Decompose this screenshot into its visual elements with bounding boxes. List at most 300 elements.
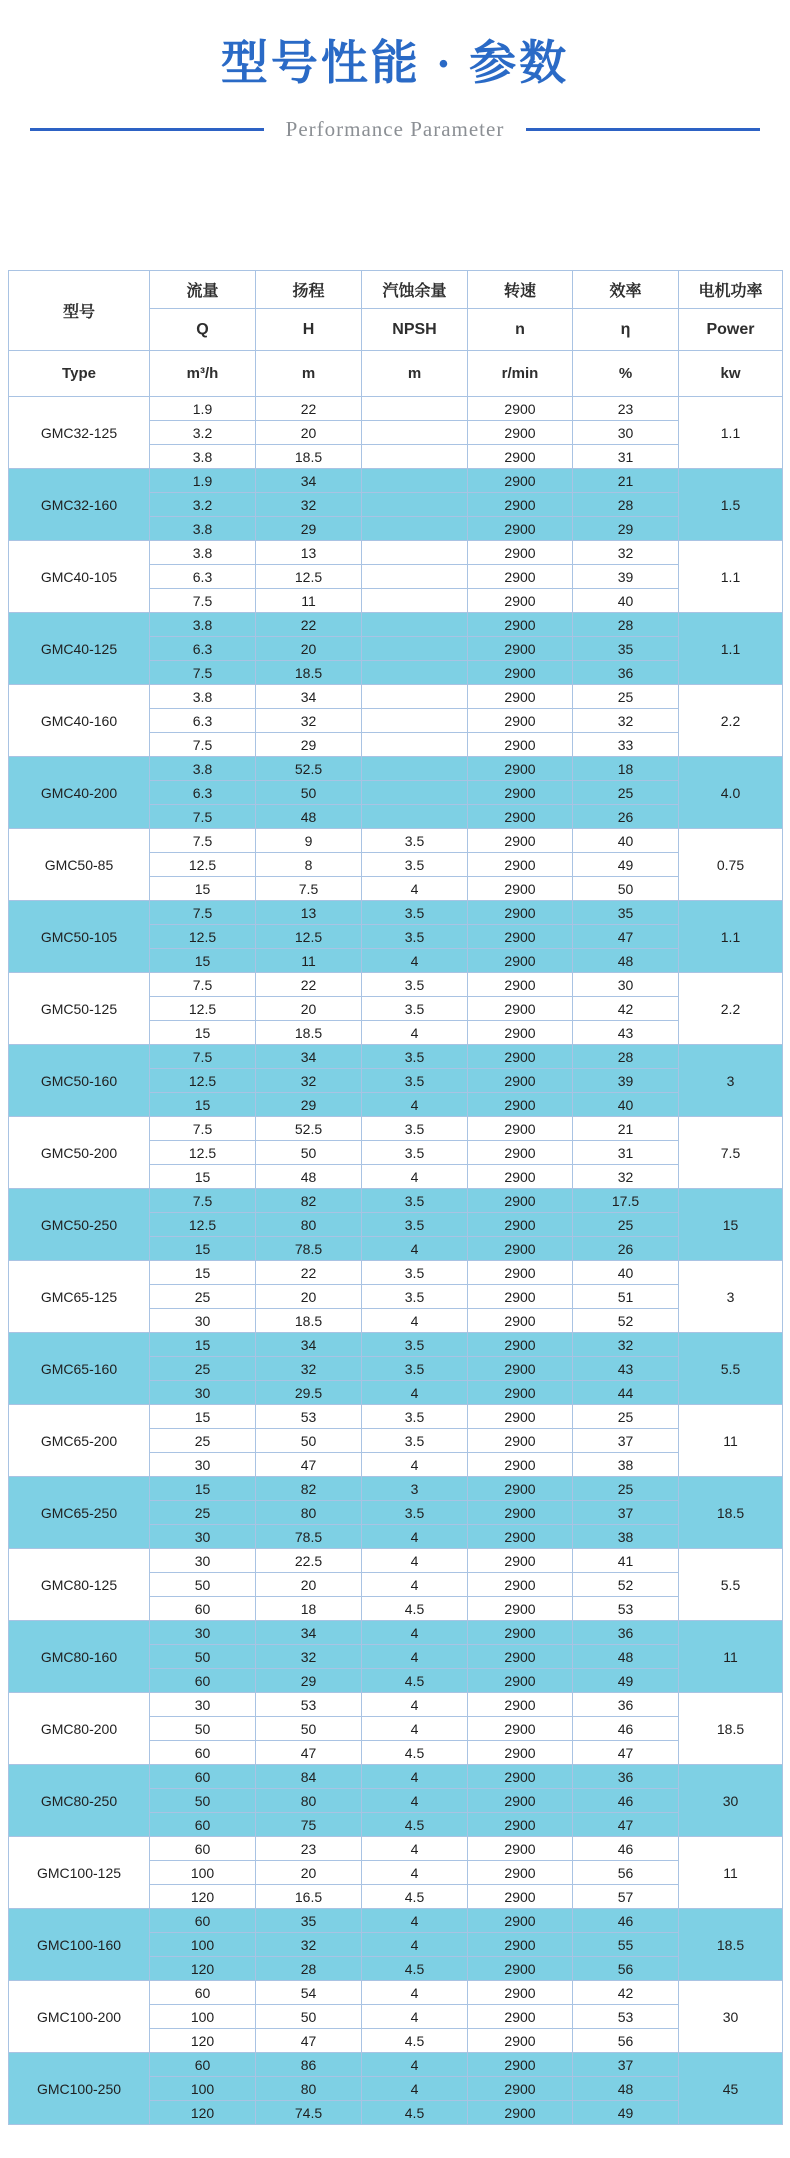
efficiency-cell: 18 (573, 757, 679, 781)
head-cell: 86 (256, 2053, 362, 2077)
power-cell: 2.2 (679, 685, 783, 757)
spec-row (9, 1405, 783, 1429)
npsh-cell: 3.5 (362, 1213, 468, 1237)
speed-cell: 2900 (468, 1693, 573, 1717)
npsh-cell: 3.5 (362, 1357, 468, 1381)
flow-cell: 3.8 (150, 517, 256, 541)
power-cell: 0.75 (679, 829, 783, 901)
speed-cell: 2900 (468, 709, 573, 733)
speed-cell: 2900 (468, 1405, 573, 1429)
head-cell: 34 (256, 685, 362, 709)
speed-cell: 2900 (468, 1885, 573, 1909)
speed-cell: 2900 (468, 925, 573, 949)
efficiency-cell: 40 (573, 829, 679, 853)
efficiency-cell: 47 (573, 1813, 679, 1837)
efficiency-cell: 35 (573, 637, 679, 661)
header-head-cn: 扬程 (256, 271, 362, 309)
spec-row (9, 613, 783, 637)
head-cell: 50 (256, 2005, 362, 2029)
speed-cell: 2900 (468, 877, 573, 901)
flow-cell: 3.8 (150, 613, 256, 637)
efficiency-cell: 36 (573, 1693, 679, 1717)
npsh-cell: 4 (362, 1093, 468, 1117)
flow-cell: 15 (150, 949, 256, 973)
speed-cell: 2900 (468, 1069, 573, 1093)
head-cell: 50 (256, 1141, 362, 1165)
npsh-cell: 4 (362, 1621, 468, 1645)
efficiency-cell: 53 (573, 1597, 679, 1621)
efficiency-cell: 49 (573, 853, 679, 877)
head-cell: 34 (256, 1621, 362, 1645)
head-cell: 80 (256, 1213, 362, 1237)
efficiency-cell: 26 (573, 1237, 679, 1261)
speed-cell: 2900 (468, 1837, 573, 1861)
npsh-cell: 4 (362, 1645, 468, 1669)
npsh-cell: 3.5 (362, 901, 468, 925)
header-speed-cn: 转速 (468, 271, 573, 309)
flow-cell: 100 (150, 1933, 256, 1957)
power-cell: 15 (679, 1189, 783, 1261)
head-cell: 52.5 (256, 757, 362, 781)
flow-cell: 15 (150, 877, 256, 901)
head-cell: 47 (256, 1741, 362, 1765)
head-cell: 22 (256, 397, 362, 421)
flow-cell: 15 (150, 1405, 256, 1429)
efficiency-cell: 29 (573, 517, 679, 541)
head-cell: 80 (256, 1501, 362, 1525)
efficiency-cell: 43 (573, 1357, 679, 1381)
spec-row (9, 1477, 783, 1501)
efficiency-cell: 46 (573, 1837, 679, 1861)
head-cell: 20 (256, 997, 362, 1021)
efficiency-cell: 47 (573, 925, 679, 949)
model-cell: GMC40-160 (9, 685, 150, 757)
npsh-cell (362, 565, 468, 589)
efficiency-cell: 46 (573, 1789, 679, 1813)
subtitle-divider-left (30, 128, 264, 131)
efficiency-cell: 48 (573, 949, 679, 973)
spec-row (9, 2053, 783, 2077)
npsh-cell (362, 637, 468, 661)
power-cell: 18.5 (679, 1693, 783, 1765)
model-cell: GMC80-160 (9, 1621, 150, 1693)
head-cell: 32 (256, 493, 362, 517)
efficiency-cell: 39 (573, 565, 679, 589)
flow-cell: 12.5 (150, 1141, 256, 1165)
power-cell: 1.1 (679, 901, 783, 973)
flow-cell: 1.9 (150, 469, 256, 493)
model-cell: GMC40-125 (9, 613, 150, 685)
head-cell: 78.5 (256, 1237, 362, 1261)
speed-cell: 2900 (468, 1309, 573, 1333)
model-cell: GMC100-250 (9, 2053, 150, 2125)
efficiency-cell: 52 (573, 1573, 679, 1597)
npsh-cell: 4 (362, 2005, 468, 2029)
spec-row (9, 1693, 783, 1717)
page-subtitle: Performance Parameter (285, 117, 505, 141)
npsh-cell: 4 (362, 1573, 468, 1597)
speed-cell: 2900 (468, 1237, 573, 1261)
speed-cell: 2900 (468, 1765, 573, 1789)
speed-cell: 2900 (468, 565, 573, 589)
speed-cell: 2900 (468, 1573, 573, 1597)
flow-cell: 15 (150, 1021, 256, 1045)
power-cell: 5.5 (679, 1333, 783, 1405)
power-cell: 11 (679, 1837, 783, 1909)
speed-cell: 2900 (468, 1957, 573, 1981)
npsh-cell: 3 (362, 1477, 468, 1501)
spec-row (9, 1621, 783, 1645)
npsh-cell: 3.5 (362, 925, 468, 949)
npsh-cell: 4 (362, 2053, 468, 2077)
header-npsh-cn: 汽蚀余量 (362, 271, 468, 309)
spec-row (9, 1117, 783, 1141)
head-cell: 20 (256, 1285, 362, 1309)
speed-cell: 2900 (468, 661, 573, 685)
flow-cell: 50 (150, 1789, 256, 1813)
flow-cell: 12.5 (150, 925, 256, 949)
efficiency-cell: 23 (573, 397, 679, 421)
npsh-cell (362, 733, 468, 757)
head-cell: 16.5 (256, 1885, 362, 1909)
efficiency-cell: 35 (573, 901, 679, 925)
spec-row (9, 1261, 783, 1285)
efficiency-cell: 32 (573, 709, 679, 733)
power-cell: 11 (679, 1405, 783, 1477)
speed-cell: 2900 (468, 805, 573, 829)
head-cell: 47 (256, 1453, 362, 1477)
spec-row (9, 469, 783, 493)
flow-cell: 3.2 (150, 493, 256, 517)
speed-cell: 2900 (468, 469, 573, 493)
speed-cell: 2900 (468, 901, 573, 925)
flow-cell: 12.5 (150, 1069, 256, 1093)
power-cell: 5.5 (679, 1549, 783, 1621)
npsh-cell (362, 469, 468, 493)
flow-cell: 7.5 (150, 901, 256, 925)
efficiency-cell: 49 (573, 2101, 679, 2125)
flow-cell: 60 (150, 1813, 256, 1837)
npsh-cell: 3.5 (362, 1117, 468, 1141)
head-cell: 80 (256, 2077, 362, 2101)
flow-cell: 30 (150, 1381, 256, 1405)
efficiency-cell: 32 (573, 541, 679, 565)
head-cell: 8 (256, 853, 362, 877)
efficiency-cell: 48 (573, 1645, 679, 1669)
head-cell: 29 (256, 733, 362, 757)
speed-cell: 2900 (468, 685, 573, 709)
npsh-cell: 4 (362, 949, 468, 973)
npsh-cell: 4 (362, 1381, 468, 1405)
flow-cell: 1.9 (150, 397, 256, 421)
efficiency-cell: 53 (573, 2005, 679, 2029)
speed-cell: 2900 (468, 829, 573, 853)
flow-cell: 7.5 (150, 733, 256, 757)
model-cell: GMC50-160 (9, 1045, 150, 1117)
npsh-cell (362, 517, 468, 541)
spec-row (9, 685, 783, 709)
efficiency-cell: 21 (573, 1117, 679, 1141)
efficiency-cell: 52 (573, 1309, 679, 1333)
head-cell: 20 (256, 1573, 362, 1597)
efficiency-cell: 17.5 (573, 1189, 679, 1213)
flow-cell: 6.3 (150, 637, 256, 661)
spec-row (9, 973, 783, 997)
efficiency-cell: 42 (573, 997, 679, 1021)
spec-row (9, 1981, 783, 2005)
speed-cell: 2900 (468, 1525, 573, 1549)
flow-cell: 7.5 (150, 829, 256, 853)
npsh-cell: 4 (362, 1525, 468, 1549)
power-cell: 7.5 (679, 1117, 783, 1189)
head-cell: 18.5 (256, 445, 362, 469)
npsh-cell: 4 (362, 1909, 468, 1933)
speed-cell: 2900 (468, 949, 573, 973)
npsh-cell (362, 613, 468, 637)
efficiency-cell: 31 (573, 445, 679, 469)
flow-cell: 7.5 (150, 661, 256, 685)
speed-cell: 2900 (468, 1429, 573, 1453)
head-cell: 28 (256, 1957, 362, 1981)
speed-cell: 2900 (468, 1333, 573, 1357)
flow-cell: 25 (150, 1429, 256, 1453)
npsh-cell (362, 661, 468, 685)
speed-cell: 2900 (468, 1597, 573, 1621)
head-cell: 74.5 (256, 2101, 362, 2125)
efficiency-cell: 55 (573, 1933, 679, 1957)
npsh-cell: 4 (362, 1453, 468, 1477)
flow-cell: 60 (150, 2053, 256, 2077)
flow-cell: 60 (150, 1597, 256, 1621)
spec-row (9, 397, 783, 421)
npsh-cell: 4.5 (362, 1741, 468, 1765)
speed-cell: 2900 (468, 2053, 573, 2077)
flow-cell: 100 (150, 2077, 256, 2101)
npsh-cell: 3.5 (362, 1261, 468, 1285)
model-cell: GMC100-125 (9, 1837, 150, 1909)
power-cell: 11 (679, 1621, 783, 1693)
head-cell: 12.5 (256, 565, 362, 589)
flow-cell: 15 (150, 1477, 256, 1501)
speed-cell: 2900 (468, 973, 573, 997)
head-cell: 50 (256, 781, 362, 805)
efficiency-cell: 56 (573, 1957, 679, 1981)
model-cell: GMC40-200 (9, 757, 150, 829)
spec-row (9, 541, 783, 565)
header-head-unit: m (256, 351, 362, 397)
flow-cell: 3.8 (150, 541, 256, 565)
spec-row (9, 1909, 783, 1933)
model-cell: GMC32-125 (9, 397, 150, 469)
speed-cell: 2900 (468, 637, 573, 661)
npsh-cell: 3.5 (362, 853, 468, 877)
speed-cell: 2900 (468, 1861, 573, 1885)
efficiency-cell: 37 (573, 2053, 679, 2077)
speed-cell: 2900 (468, 1021, 573, 1045)
speed-cell: 2900 (468, 1381, 573, 1405)
efficiency-cell: 25 (573, 781, 679, 805)
head-cell: 22.5 (256, 1549, 362, 1573)
efficiency-cell: 40 (573, 1093, 679, 1117)
npsh-cell: 4.5 (362, 1885, 468, 1909)
flow-cell: 120 (150, 2029, 256, 2053)
spec-table-body (9, 397, 783, 2125)
speed-cell: 2900 (468, 1165, 573, 1189)
head-cell: 32 (256, 1069, 362, 1093)
npsh-cell: 4 (362, 1789, 468, 1813)
efficiency-cell: 25 (573, 1477, 679, 1501)
subtitle-divider-right (526, 128, 760, 131)
header-model-cn: 型号 (9, 271, 150, 351)
power-cell: 18.5 (679, 1909, 783, 1981)
spec-row (9, 1045, 783, 1069)
head-cell: 75 (256, 1813, 362, 1837)
npsh-cell (362, 589, 468, 613)
flow-cell: 25 (150, 1501, 256, 1525)
head-cell: 78.5 (256, 1525, 362, 1549)
head-cell: 29 (256, 1093, 362, 1117)
head-cell: 47 (256, 2029, 362, 2053)
head-cell: 23 (256, 1837, 362, 1861)
head-cell: 84 (256, 1765, 362, 1789)
npsh-cell: 4 (362, 2077, 468, 2101)
npsh-cell (362, 421, 468, 445)
model-cell: GMC50-85 (9, 829, 150, 901)
speed-cell: 2900 (468, 1789, 573, 1813)
npsh-cell: 4 (362, 1309, 468, 1333)
efficiency-cell: 40 (573, 589, 679, 613)
flow-cell: 3.8 (150, 757, 256, 781)
header-power-symbol: Power (679, 309, 783, 351)
npsh-cell: 4 (362, 1165, 468, 1189)
spec-row (9, 1765, 783, 1789)
speed-cell: 2900 (468, 1045, 573, 1069)
speed-cell: 2900 (468, 613, 573, 637)
head-cell: 18 (256, 1597, 362, 1621)
npsh-cell: 4 (362, 1717, 468, 1741)
speed-cell: 2900 (468, 1549, 573, 1573)
head-cell: 13 (256, 901, 362, 925)
header-model-en: Type (9, 351, 150, 397)
speed-cell: 2900 (468, 1621, 573, 1645)
speed-cell: 2900 (468, 1189, 573, 1213)
efficiency-cell: 43 (573, 1021, 679, 1045)
model-cell: GMC50-125 (9, 973, 150, 1045)
speed-cell: 2900 (468, 1981, 573, 2005)
npsh-cell: 4 (362, 1981, 468, 2005)
spec-row (9, 1189, 783, 1213)
header-flow-cn: 流量 (150, 271, 256, 309)
speed-cell: 2900 (468, 421, 573, 445)
speed-cell: 2900 (468, 1453, 573, 1477)
flow-cell: 3.2 (150, 421, 256, 445)
speed-cell: 2900 (468, 589, 573, 613)
flow-cell: 60 (150, 1837, 256, 1861)
efficiency-cell: 56 (573, 1861, 679, 1885)
flow-cell: 120 (150, 1885, 256, 1909)
efficiency-cell: 26 (573, 805, 679, 829)
npsh-cell: 4 (362, 877, 468, 901)
speed-cell: 2900 (468, 1285, 573, 1309)
speed-cell: 2900 (468, 397, 573, 421)
header-row-unit (9, 351, 783, 397)
flow-cell: 50 (150, 1717, 256, 1741)
head-cell: 13 (256, 541, 362, 565)
efficiency-cell: 37 (573, 1429, 679, 1453)
npsh-cell: 4 (362, 1837, 468, 1861)
model-cell: GMC40-105 (9, 541, 150, 613)
npsh-cell (362, 541, 468, 565)
head-cell: 50 (256, 1429, 362, 1453)
spec-row (9, 1837, 783, 1861)
efficiency-cell: 36 (573, 661, 679, 685)
flow-cell: 6.3 (150, 709, 256, 733)
head-cell: 22 (256, 1261, 362, 1285)
power-cell: 1.5 (679, 469, 783, 541)
flow-cell: 7.5 (150, 1045, 256, 1069)
model-cell: GMC50-200 (9, 1117, 150, 1189)
efficiency-cell: 36 (573, 1621, 679, 1645)
npsh-cell (362, 709, 468, 733)
speed-cell: 2900 (468, 2077, 573, 2101)
flow-cell: 12.5 (150, 997, 256, 1021)
speed-cell: 2900 (468, 757, 573, 781)
speed-cell: 2900 (468, 1669, 573, 1693)
efficiency-cell: 51 (573, 1285, 679, 1309)
efficiency-cell: 48 (573, 2077, 679, 2101)
head-cell: 54 (256, 1981, 362, 2005)
head-cell: 82 (256, 1189, 362, 1213)
head-cell: 20 (256, 421, 362, 445)
efficiency-cell: 50 (573, 877, 679, 901)
speed-cell: 2900 (468, 1477, 573, 1501)
head-cell: 34 (256, 469, 362, 493)
flow-cell: 30 (150, 1453, 256, 1477)
speed-cell: 2900 (468, 2005, 573, 2029)
npsh-cell: 4 (362, 1693, 468, 1717)
flow-cell: 12.5 (150, 1213, 256, 1237)
speed-cell: 2900 (468, 1093, 573, 1117)
head-cell: 80 (256, 1789, 362, 1813)
npsh-cell: 4.5 (362, 1957, 468, 1981)
flow-cell: 15 (150, 1165, 256, 1189)
head-cell: 52.5 (256, 1117, 362, 1141)
speed-cell: 2900 (468, 1717, 573, 1741)
head-cell: 22 (256, 613, 362, 637)
npsh-cell (362, 397, 468, 421)
model-cell: GMC65-160 (9, 1333, 150, 1405)
model-cell: GMC65-200 (9, 1405, 150, 1477)
npsh-cell: 4.5 (362, 1813, 468, 1837)
efficiency-cell: 49 (573, 1669, 679, 1693)
speed-cell: 2900 (468, 1261, 573, 1285)
npsh-cell (362, 757, 468, 781)
npsh-cell: 4 (362, 1765, 468, 1789)
power-cell: 1.1 (679, 613, 783, 685)
flow-cell: 25 (150, 1285, 256, 1309)
speed-cell: 2900 (468, 1501, 573, 1525)
flow-cell: 15 (150, 1093, 256, 1117)
power-cell: 2.2 (679, 973, 783, 1045)
npsh-cell: 3.5 (362, 973, 468, 997)
power-cell: 18.5 (679, 1477, 783, 1549)
head-cell: 18.5 (256, 1021, 362, 1045)
npsh-cell: 4 (362, 1861, 468, 1885)
npsh-cell (362, 493, 468, 517)
speed-cell: 2900 (468, 1357, 573, 1381)
head-cell: 12.5 (256, 925, 362, 949)
efficiency-cell: 42 (573, 1981, 679, 2005)
